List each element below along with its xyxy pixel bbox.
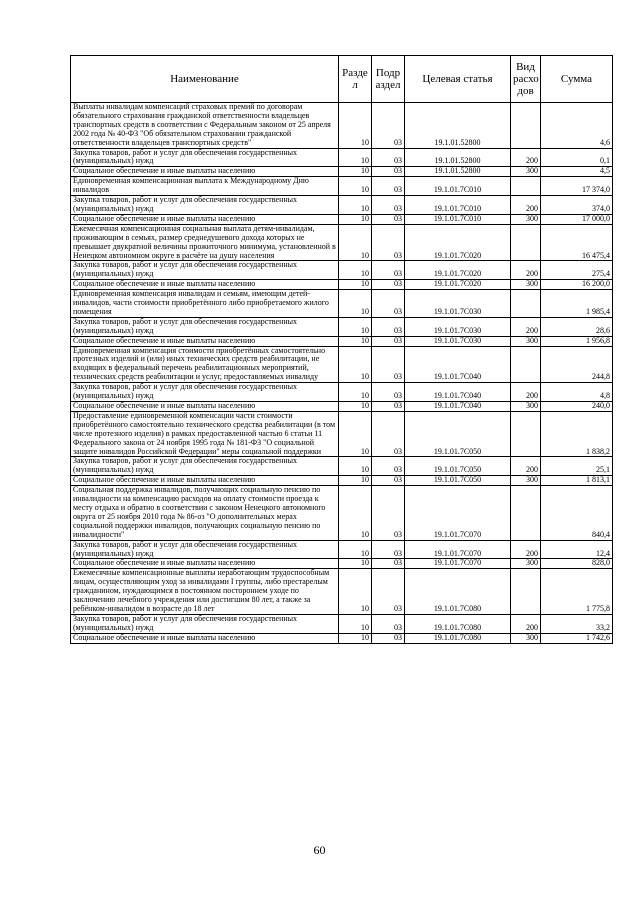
cell-sum: 25,1 <box>541 457 613 476</box>
cell-type <box>511 411 541 457</box>
cell-section: 10 <box>339 103 372 149</box>
cell-section: 10 <box>339 214 372 224</box>
cell-sum: 0,1 <box>541 148 613 167</box>
cell-name: Единовременная компенсационная выплата к Международному Дню инвалидов <box>71 177 339 196</box>
cell-target: 19.1.01.7С080 <box>405 633 511 643</box>
cell-subsection: 03 <box>372 103 405 149</box>
cell-target: 19.1.01.52800 <box>405 103 511 149</box>
cell-target: 19.1.01.7С020 <box>405 261 511 280</box>
cell-type: 200 <box>511 196 541 215</box>
cell-subsection: 03 <box>372 411 405 457</box>
cell-sum: 1 838,2 <box>541 411 613 457</box>
cell-section: 10 <box>339 196 372 215</box>
cell-subsection: 03 <box>372 196 405 215</box>
header-type: Вид расхо дов <box>511 56 541 103</box>
table-row <box>71 476 613 486</box>
cell-type: 200 <box>511 261 541 280</box>
table-row <box>71 633 613 643</box>
cell-type: 200 <box>511 383 541 402</box>
table-row <box>71 290 613 318</box>
table-row <box>71 486 613 540</box>
header-subsection: Подр аздел <box>372 56 405 103</box>
cell-name: Социальное обеспечение и иные выплаты населению <box>71 402 339 412</box>
cell-section: 10 <box>339 633 372 643</box>
cell-target: 19.1.01.7С030 <box>405 336 511 346</box>
cell-name: Закупка товаров, работ и услуг для обеспечения государственных (муниципальных) нужд <box>71 148 339 167</box>
table-row <box>71 402 613 412</box>
cell-section: 10 <box>339 569 372 615</box>
budget-table-sheet <box>70 55 610 644</box>
table-body <box>71 103 613 644</box>
cell-section: 10 <box>339 486 372 540</box>
cell-section: 10 <box>339 224 372 261</box>
cell-target: 19.1.01.7С020 <box>405 224 511 261</box>
cell-type: 200 <box>511 540 541 559</box>
cell-target: 19.1.01.7С050 <box>405 476 511 486</box>
cell-target: 19.1.01.7С050 <box>405 457 511 476</box>
table-row <box>71 280 613 290</box>
table-row <box>71 411 613 457</box>
table-row <box>71 559 613 569</box>
cell-subsection: 03 <box>372 214 405 224</box>
cell-type: 200 <box>511 148 541 167</box>
cell-type: 300 <box>511 402 541 412</box>
cell-sum: 4,6 <box>541 103 613 149</box>
cell-name: Социальное обеспечение и иные выплаты населению <box>71 633 339 643</box>
cell-name: Закупка товаров, работ и услуг для обеспечения государственных (муниципальных) нужд <box>71 614 339 633</box>
cell-name: Предоставление единовременной компенсации части стоимости приобретённого самостоятельно технического средства реабилитации (в том числе протезного изделия) в рамках предоставленной частью 6 статьи 11 Федерального закона от 24 ноября 1995 года № 181-ФЗ "О социальной защите инвалидов Российской Федерации" меры социальной поддержки <box>71 411 339 457</box>
cell-name: Социальное обеспечение и иные выплаты населению <box>71 476 339 486</box>
cell-name: Закупка товаров, работ и услуг для обеспечения государственных (муниципальных) нужд <box>71 261 339 280</box>
cell-name: Ежемесячные компенсационные выплаты неработающим трудоспособным лицам, осуществляющим уход за инвалидами I группы, либо престарелым гражданином, нуждающимся в постоянном постороннем уходе по заключению лечебного учреждения или достигшим 80 лет, а также за ребёнком-инвалидом в возрасте до 18 лет <box>71 569 339 615</box>
cell-section: 10 <box>339 457 372 476</box>
cell-sum: 4,8 <box>541 383 613 402</box>
cell-section: 10 <box>339 540 372 559</box>
cell-type <box>511 224 541 261</box>
table-row <box>71 540 613 559</box>
cell-target: 19.1.01.7С020 <box>405 280 511 290</box>
cell-name: Закупка товаров, работ и услуг для обеспечения государственных (муниципальных) нужд <box>71 196 339 215</box>
cell-name: Социальная поддержка инвалидов, получающих социальную пенсию по инвалидности на компенсацию расходов на оплату стоимости проезда к месту отдыха и обратно в соответствии с законом Ненецкого автономного округа от 25 ноября 2010 года № 86-оз "О дополнительных мерах социальной поддержки инвалидов, получающих социальную пенсию по инвалидности" <box>71 486 339 540</box>
header-sum: Сумма <box>541 56 613 103</box>
cell-subsection: 03 <box>372 476 405 486</box>
cell-subsection: 03 <box>372 177 405 196</box>
cell-section: 10 <box>339 261 372 280</box>
cell-subsection: 03 <box>372 383 405 402</box>
cell-name: Социальное обеспечение и иные выплаты населению <box>71 167 339 177</box>
cell-subsection: 03 <box>372 336 405 346</box>
header-target: Целевая статья <box>405 56 511 103</box>
cell-sum: 1 742,6 <box>541 633 613 643</box>
cell-section: 10 <box>339 177 372 196</box>
cell-target: 19.1.01.7С010 <box>405 177 511 196</box>
cell-target: 19.1.01.7С080 <box>405 614 511 633</box>
table-row <box>71 103 613 149</box>
table-row <box>71 569 613 615</box>
cell-subsection: 03 <box>372 569 405 615</box>
cell-sum: 12,4 <box>541 540 613 559</box>
cell-section: 10 <box>339 290 372 318</box>
cell-section: 10 <box>339 383 372 402</box>
cell-type <box>511 290 541 318</box>
cell-sum: 828,0 <box>541 559 613 569</box>
cell-type: 300 <box>511 167 541 177</box>
cell-sum: 240,0 <box>541 402 613 412</box>
cell-subsection: 03 <box>372 261 405 280</box>
cell-target: 19.1.01.7С070 <box>405 559 511 569</box>
cell-name: Социальное обеспечение и иные выплаты населению <box>71 559 339 569</box>
cell-type <box>511 346 541 383</box>
cell-section: 10 <box>339 559 372 569</box>
cell-sum: 4,5 <box>541 167 613 177</box>
table-row <box>71 148 613 167</box>
cell-target: 19.1.01.7С030 <box>405 317 511 336</box>
cell-type: 200 <box>511 317 541 336</box>
cell-subsection: 03 <box>372 167 405 177</box>
cell-target: 19.1.01.52800 <box>405 167 511 177</box>
cell-sum: 244,8 <box>541 346 613 383</box>
cell-name: Социальное обеспечение и иные выплаты населению <box>71 336 339 346</box>
cell-target: 19.1.01.7С040 <box>405 383 511 402</box>
cell-sum: 1 985,4 <box>541 290 613 318</box>
cell-target: 19.1.01.7С070 <box>405 540 511 559</box>
table-row <box>71 614 613 633</box>
cell-type: 300 <box>511 336 541 346</box>
cell-type: 300 <box>511 476 541 486</box>
cell-target: 19.1.01.7С070 <box>405 486 511 540</box>
table-row <box>71 196 613 215</box>
cell-sum: 840,4 <box>541 486 613 540</box>
cell-sum: 1 956,8 <box>541 336 613 346</box>
cell-section: 10 <box>339 280 372 290</box>
cell-target: 19.1.01.7С040 <box>405 402 511 412</box>
cell-type: 300 <box>511 280 541 290</box>
cell-name: Выплаты инвалидам компенсаций страховых премий по договорам обязательного страхования гражданской ответственности владельцев транспортных средств в соответствии с Федеральным законом от 25 апреля 2002 года № 40-ФЗ "Об обязательном страховании гражданской ответственности владельцев транспортных средств" <box>71 103 339 149</box>
cell-section: 10 <box>339 411 372 457</box>
cell-section: 10 <box>339 476 372 486</box>
cell-sum: 17 000,0 <box>541 214 613 224</box>
table-row <box>71 167 613 177</box>
cell-target: 19.1.01.7С080 <box>405 569 511 615</box>
cell-subsection: 03 <box>372 346 405 383</box>
cell-type <box>511 486 541 540</box>
cell-sum: 16 200,0 <box>541 280 613 290</box>
table-row <box>71 214 613 224</box>
cell-type <box>511 569 541 615</box>
cell-subsection: 03 <box>372 540 405 559</box>
cell-section: 10 <box>339 317 372 336</box>
cell-sum: 16 475,4 <box>541 224 613 261</box>
cell-subsection: 03 <box>372 290 405 318</box>
cell-target: 19.1.01.7С050 <box>405 411 511 457</box>
cell-subsection: 03 <box>372 402 405 412</box>
cell-target: 19.1.01.7С030 <box>405 290 511 318</box>
table-row <box>71 177 613 196</box>
cell-type <box>511 103 541 149</box>
cell-sum: 28,6 <box>541 317 613 336</box>
cell-type: 300 <box>511 214 541 224</box>
cell-type: 200 <box>511 614 541 633</box>
cell-name: Социальное обеспечение и иные выплаты населению <box>71 280 339 290</box>
cell-subsection: 03 <box>372 317 405 336</box>
cell-target: 19.1.01.7С040 <box>405 346 511 383</box>
cell-subsection: 03 <box>372 280 405 290</box>
cell-subsection: 03 <box>372 457 405 476</box>
cell-section: 10 <box>339 167 372 177</box>
cell-type: 300 <box>511 633 541 643</box>
cell-section: 10 <box>339 346 372 383</box>
cell-name: Социальное обеспечение и иные выплаты населению <box>71 214 339 224</box>
cell-type <box>511 177 541 196</box>
budget-table <box>70 55 613 644</box>
cell-target: 19.1.01.7С010 <box>405 196 511 215</box>
table-row <box>71 224 613 261</box>
cell-type: 300 <box>511 559 541 569</box>
cell-sum: 374,0 <box>541 196 613 215</box>
cell-section: 10 <box>339 614 372 633</box>
cell-name: Единовременная компенсация инвалидам и семьям, имеющим детей-инвалидов, части стоимости приобретённого либо приобретаемого жилого помещения <box>71 290 339 318</box>
cell-name: Единовременная компенсация стоимости приобретённых самостоятельно протезных изделий и (или) иных технических средств реабилитации, не входящих в федеральный перечень реабилитационных мероприятий, технических средств реабилитации и услуг, предоставляемых инвалиду <box>71 346 339 383</box>
cell-name: Закупка товаров, работ и услуг для обеспечения государственных (муниципальных) нужд <box>71 317 339 336</box>
cell-section: 10 <box>339 148 372 167</box>
cell-name: Закупка товаров, работ и услуг для обеспечения государственных (муниципальных) нужд <box>71 540 339 559</box>
cell-subsection: 03 <box>372 486 405 540</box>
cell-subsection: 03 <box>372 633 405 643</box>
cell-name: Закупка товаров, работ и услуг для обеспечения государственных (муниципальных) нужд <box>71 383 339 402</box>
cell-section: 10 <box>339 402 372 412</box>
header-name: Наименование <box>71 56 339 103</box>
cell-target: 19.1.01.52800 <box>405 148 511 167</box>
page-number: 60 <box>313 843 326 857</box>
table-row <box>71 261 613 280</box>
table-row <box>71 457 613 476</box>
cell-subsection: 03 <box>372 559 405 569</box>
cell-target: 19.1.01.7С010 <box>405 214 511 224</box>
table-header-row <box>71 56 613 103</box>
cell-section: 10 <box>339 336 372 346</box>
cell-sum: 33,2 <box>541 614 613 633</box>
table-row <box>71 336 613 346</box>
cell-sum: 17 374,0 <box>541 177 613 196</box>
cell-subsection: 03 <box>372 614 405 633</box>
table-row <box>71 317 613 336</box>
cell-sum: 275,4 <box>541 261 613 280</box>
cell-name: Закупка товаров, работ и услуг для обеспечения государственных (муниципальных) нужд <box>71 457 339 476</box>
cell-sum: 1 775,8 <box>541 569 613 615</box>
header-section: Разде л <box>339 56 372 103</box>
table-row <box>71 346 613 383</box>
cell-subsection: 03 <box>372 224 405 261</box>
cell-sum: 1 813,1 <box>541 476 613 486</box>
cell-subsection: 03 <box>372 148 405 167</box>
table-row <box>71 383 613 402</box>
cell-type: 200 <box>511 457 541 476</box>
cell-name: Ежемесячная компенсационная социальная выплата детям-инвалидам, проживающим в семьях, размер среднедушевого дохода которых не превышает двукратной величины прожиточного минимума, установленной в Ненецком автономном округе в расчёте на душу населения <box>71 224 339 261</box>
